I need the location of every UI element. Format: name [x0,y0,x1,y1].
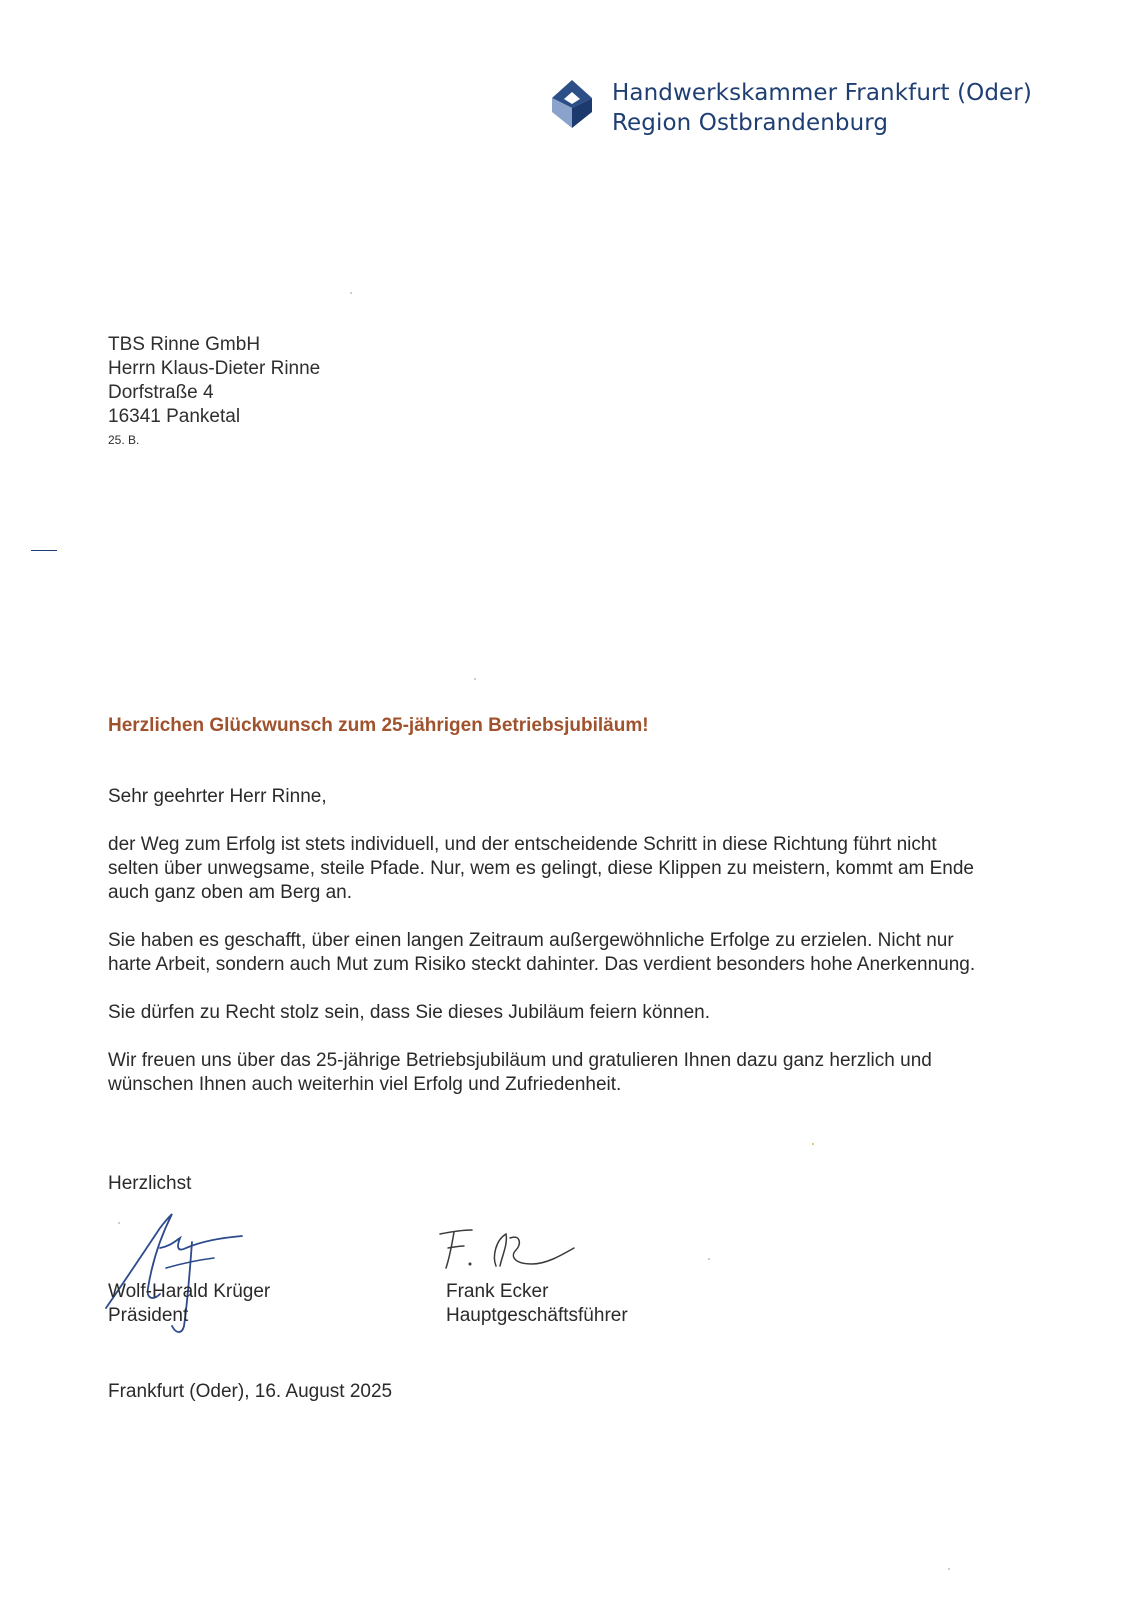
signatory-left-name: Wolf-Harald Krüger [108,1281,271,1302]
body-paragraph: Sie haben es geschafft, über einen langen Zeitraum außergewöhnliche Erfolge zu erzielen. Nicht nur harte Arbeit, sondern auch Mut zum Risiko steckt dahinter. Das verdient besonders hohe Anerkennung. [108,930,976,975]
letter-subject: Herzlichen Glückwunsch zum 25-jährigen Betriebsjubiläum! [108,715,649,736]
organization-name [612,78,1032,138]
letter-closing: Herzlichst [108,1173,192,1194]
place-date: Frankfurt (Oder), 16. August 2025 [108,1381,393,1402]
body-paragraph: Wir freuen uns über das 25-jährige Betriebsjubiläum und gratulieren Ihnen dazu ganz herzlich und wünschen Ihnen auch weiterhin viel Erfolg und Zufriedenheit. [108,1050,932,1095]
signatory-right-name: Frank Ecker [446,1281,549,1302]
signatory-left [108,1280,270,1328]
signatory-left-title: Präsident [108,1305,189,1326]
recipient-address [108,333,320,449]
letter-body [108,833,988,1121]
scan-speck [350,292,352,294]
scan-speck [812,1143,814,1145]
recipient-name: Herrn Klaus-Dieter Rinne [108,358,321,379]
chamber-logo-icon [548,78,596,130]
scan-speck [474,678,476,680]
body-paragraph: Sie dürfen zu Recht stolz sein, dass Sie dieses Jubiläum feiern können. [108,1002,710,1023]
recipient-street: Dorfstraße 4 [108,382,214,403]
body-paragraph: der Weg zum Erfolg ist stets individuell, und der entscheidende Schritt in diese Richtung führt nicht selten über unwegsame, steile Pfade. Nur, wem es gelingt, diese Klippen zu meistern, kommt am Ende auch ganz oben am Berg an. [108,834,974,903]
letter-salutation: Sehr geehrter Herr Rinne, [108,786,327,807]
fold-mark [31,550,57,551]
signatory-right [446,1280,628,1328]
organization-name-line1: Handwerkskammer Frankfurt (Oder) [612,80,1032,106]
scan-speck [118,1222,120,1224]
scan-speck [708,1258,710,1260]
recipient-reference: 25. B. [108,433,140,447]
signatory-right-title: Hauptgeschäftsführer [446,1305,628,1326]
signature-right-scribble [436,1226,586,1276]
recipient-company: TBS Rinne GmbH [108,334,261,355]
scan-speck [948,1568,950,1570]
recipient-city: 16341 Panketal [108,406,241,427]
organization-name-line2: Region Ostbrandenburg [612,110,889,136]
